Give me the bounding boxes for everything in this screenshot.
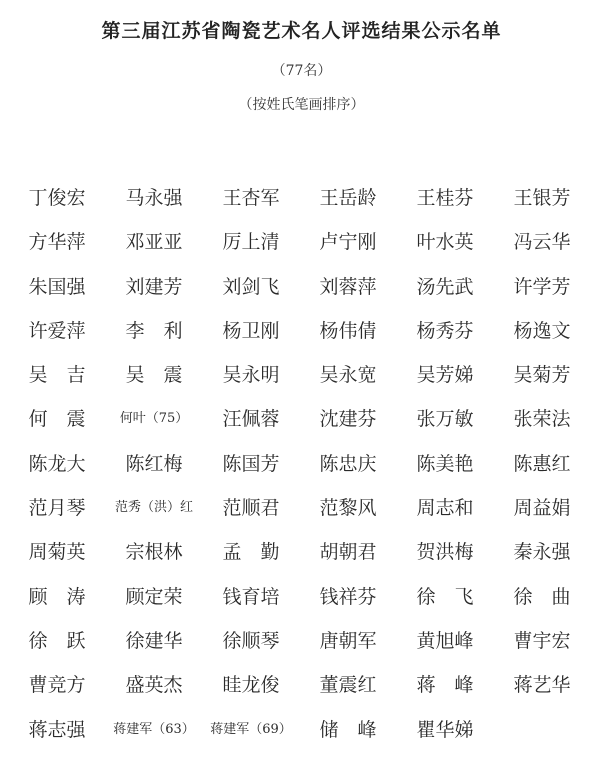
name-entry: 王岳龄 <box>319 187 377 209</box>
document-title: 第三届江苏省陶瓷艺术名人评选结果公示名单 <box>101 20 502 42</box>
name-row <box>0 361 603 405</box>
name-entry: 蒋志强 <box>28 718 86 741</box>
name-entry: 王杏军 <box>222 187 280 209</box>
name-entry: 何 震 <box>28 408 86 431</box>
name-entry: 杨秀芬 <box>416 319 474 342</box>
name-entry: 陈惠红 <box>513 452 571 475</box>
name-entry: 曹宇宏 <box>513 629 571 652</box>
name-entry: 王银芳 <box>513 187 571 209</box>
name-entry: 徐 曲 <box>513 585 571 608</box>
name-entry: 蒋建军（63） <box>113 721 195 737</box>
name-entry: 杨伟倩 <box>319 319 377 342</box>
name-entry: 孟 勤 <box>222 541 280 564</box>
name-entry: 陈龙大 <box>28 452 86 475</box>
name-entry: 汪佩蓉 <box>222 408 280 431</box>
name-entry: 吴菊芳 <box>513 364 571 387</box>
name-entry: 徐顺琴 <box>222 629 280 652</box>
name-entry: 张万敏 <box>416 408 474 431</box>
name-entry: 陈红梅 <box>125 452 183 475</box>
name-entry: 沈建芬 <box>319 408 377 431</box>
name-entry: 唐朝军 <box>319 629 377 652</box>
name-entry: 刘蓉萍 <box>319 275 377 298</box>
name-entry: 吴 震 <box>125 364 183 387</box>
name-entry: 卢宁刚 <box>319 231 377 254</box>
name-entry: 叶水英 <box>416 231 474 254</box>
name-row <box>0 317 603 361</box>
name-entry: 储 峰 <box>319 718 377 741</box>
name-entry: 吴永明 <box>222 364 280 387</box>
name-row <box>0 671 603 715</box>
name-entry: 蒋艺华 <box>513 674 571 697</box>
name-entry: 杨逸文 <box>513 319 571 342</box>
name-entry: 厉上清 <box>222 231 280 254</box>
name-entry: 陈忠庆 <box>319 452 377 475</box>
name-entry: 刘剑飞 <box>222 275 280 298</box>
name-entry: 吴永宽 <box>319 364 377 387</box>
name-entry: 范月琴 <box>28 497 86 520</box>
name-row <box>0 583 603 627</box>
name-entry: 宗根林 <box>125 541 183 564</box>
name-row <box>0 627 603 671</box>
name-row <box>0 450 603 494</box>
name-entry: 眭龙俊 <box>222 674 280 697</box>
name-entry: 钱育培 <box>222 585 280 608</box>
total-count: （77名） <box>271 63 332 79</box>
name-entry: 汤先武 <box>416 275 474 298</box>
name-entry: 顾定荣 <box>125 585 183 608</box>
name-entry: 周菊英 <box>28 541 86 564</box>
name-entry: 顾 涛 <box>28 585 86 608</box>
name-row <box>0 184 603 228</box>
name-entry: 朱国强 <box>28 275 86 298</box>
name-entry: 刘建芳 <box>125 275 183 298</box>
name-entry: 徐 跃 <box>28 629 86 652</box>
name-entry: 蒋 峰 <box>416 674 474 697</box>
name-entry: 胡朝君 <box>319 541 377 564</box>
name-entry: 吴芳娣 <box>416 364 474 387</box>
name-entry: 张荣法 <box>513 408 571 431</box>
name-entry: 王桂芬 <box>416 187 474 209</box>
name-entry: 范秀（洪）红 <box>114 500 193 516</box>
name-entry: 陈美艳 <box>416 452 474 475</box>
name-entry: 盛英杰 <box>125 674 183 697</box>
names-grid <box>0 184 603 760</box>
name-row <box>0 716 603 760</box>
name-entry: 周益娟 <box>513 497 571 520</box>
name-entry: 蒋建军（69） <box>210 721 292 737</box>
name-entry: 徐 飞 <box>416 585 474 608</box>
name-entry: 瞿华娣 <box>416 718 474 741</box>
name-entry: 邓亚亚 <box>125 231 183 254</box>
name-row <box>0 273 603 317</box>
name-entry: 吴 吉 <box>28 364 86 387</box>
order-note: （按姓氏笔画排序） <box>238 97 365 113</box>
name-entry: 范顺君 <box>222 497 280 520</box>
name-entry: 陈国芳 <box>222 452 280 475</box>
name-row <box>0 538 603 582</box>
name-entry: 董震红 <box>319 674 377 697</box>
name-entry: 许爱萍 <box>28 319 86 342</box>
name-entry: 冯云华 <box>513 231 571 254</box>
name-entry: 李 利 <box>125 319 183 342</box>
name-entry: 范黎风 <box>319 497 377 520</box>
name-row <box>0 405 603 449</box>
name-entry: 贺洪梅 <box>416 541 474 564</box>
name-entry: 丁俊宏 <box>28 187 86 209</box>
name-entry: 许学芳 <box>513 275 571 298</box>
name-row <box>0 494 603 538</box>
name-entry: 马永强 <box>125 187 183 209</box>
name-entry: 曹竞方 <box>28 674 86 697</box>
name-entry: 秦永强 <box>513 541 571 564</box>
name-row <box>0 228 603 272</box>
name-entry: 何叶（75） <box>119 411 189 427</box>
name-entry: 周志和 <box>416 497 474 520</box>
name-entry: 徐建华 <box>125 629 183 652</box>
name-entry: 方华萍 <box>28 231 86 254</box>
name-entry: 杨卫刚 <box>222 319 280 342</box>
name-entry: 黄旭峰 <box>416 629 474 652</box>
name-entry: 钱祥芬 <box>319 585 377 608</box>
